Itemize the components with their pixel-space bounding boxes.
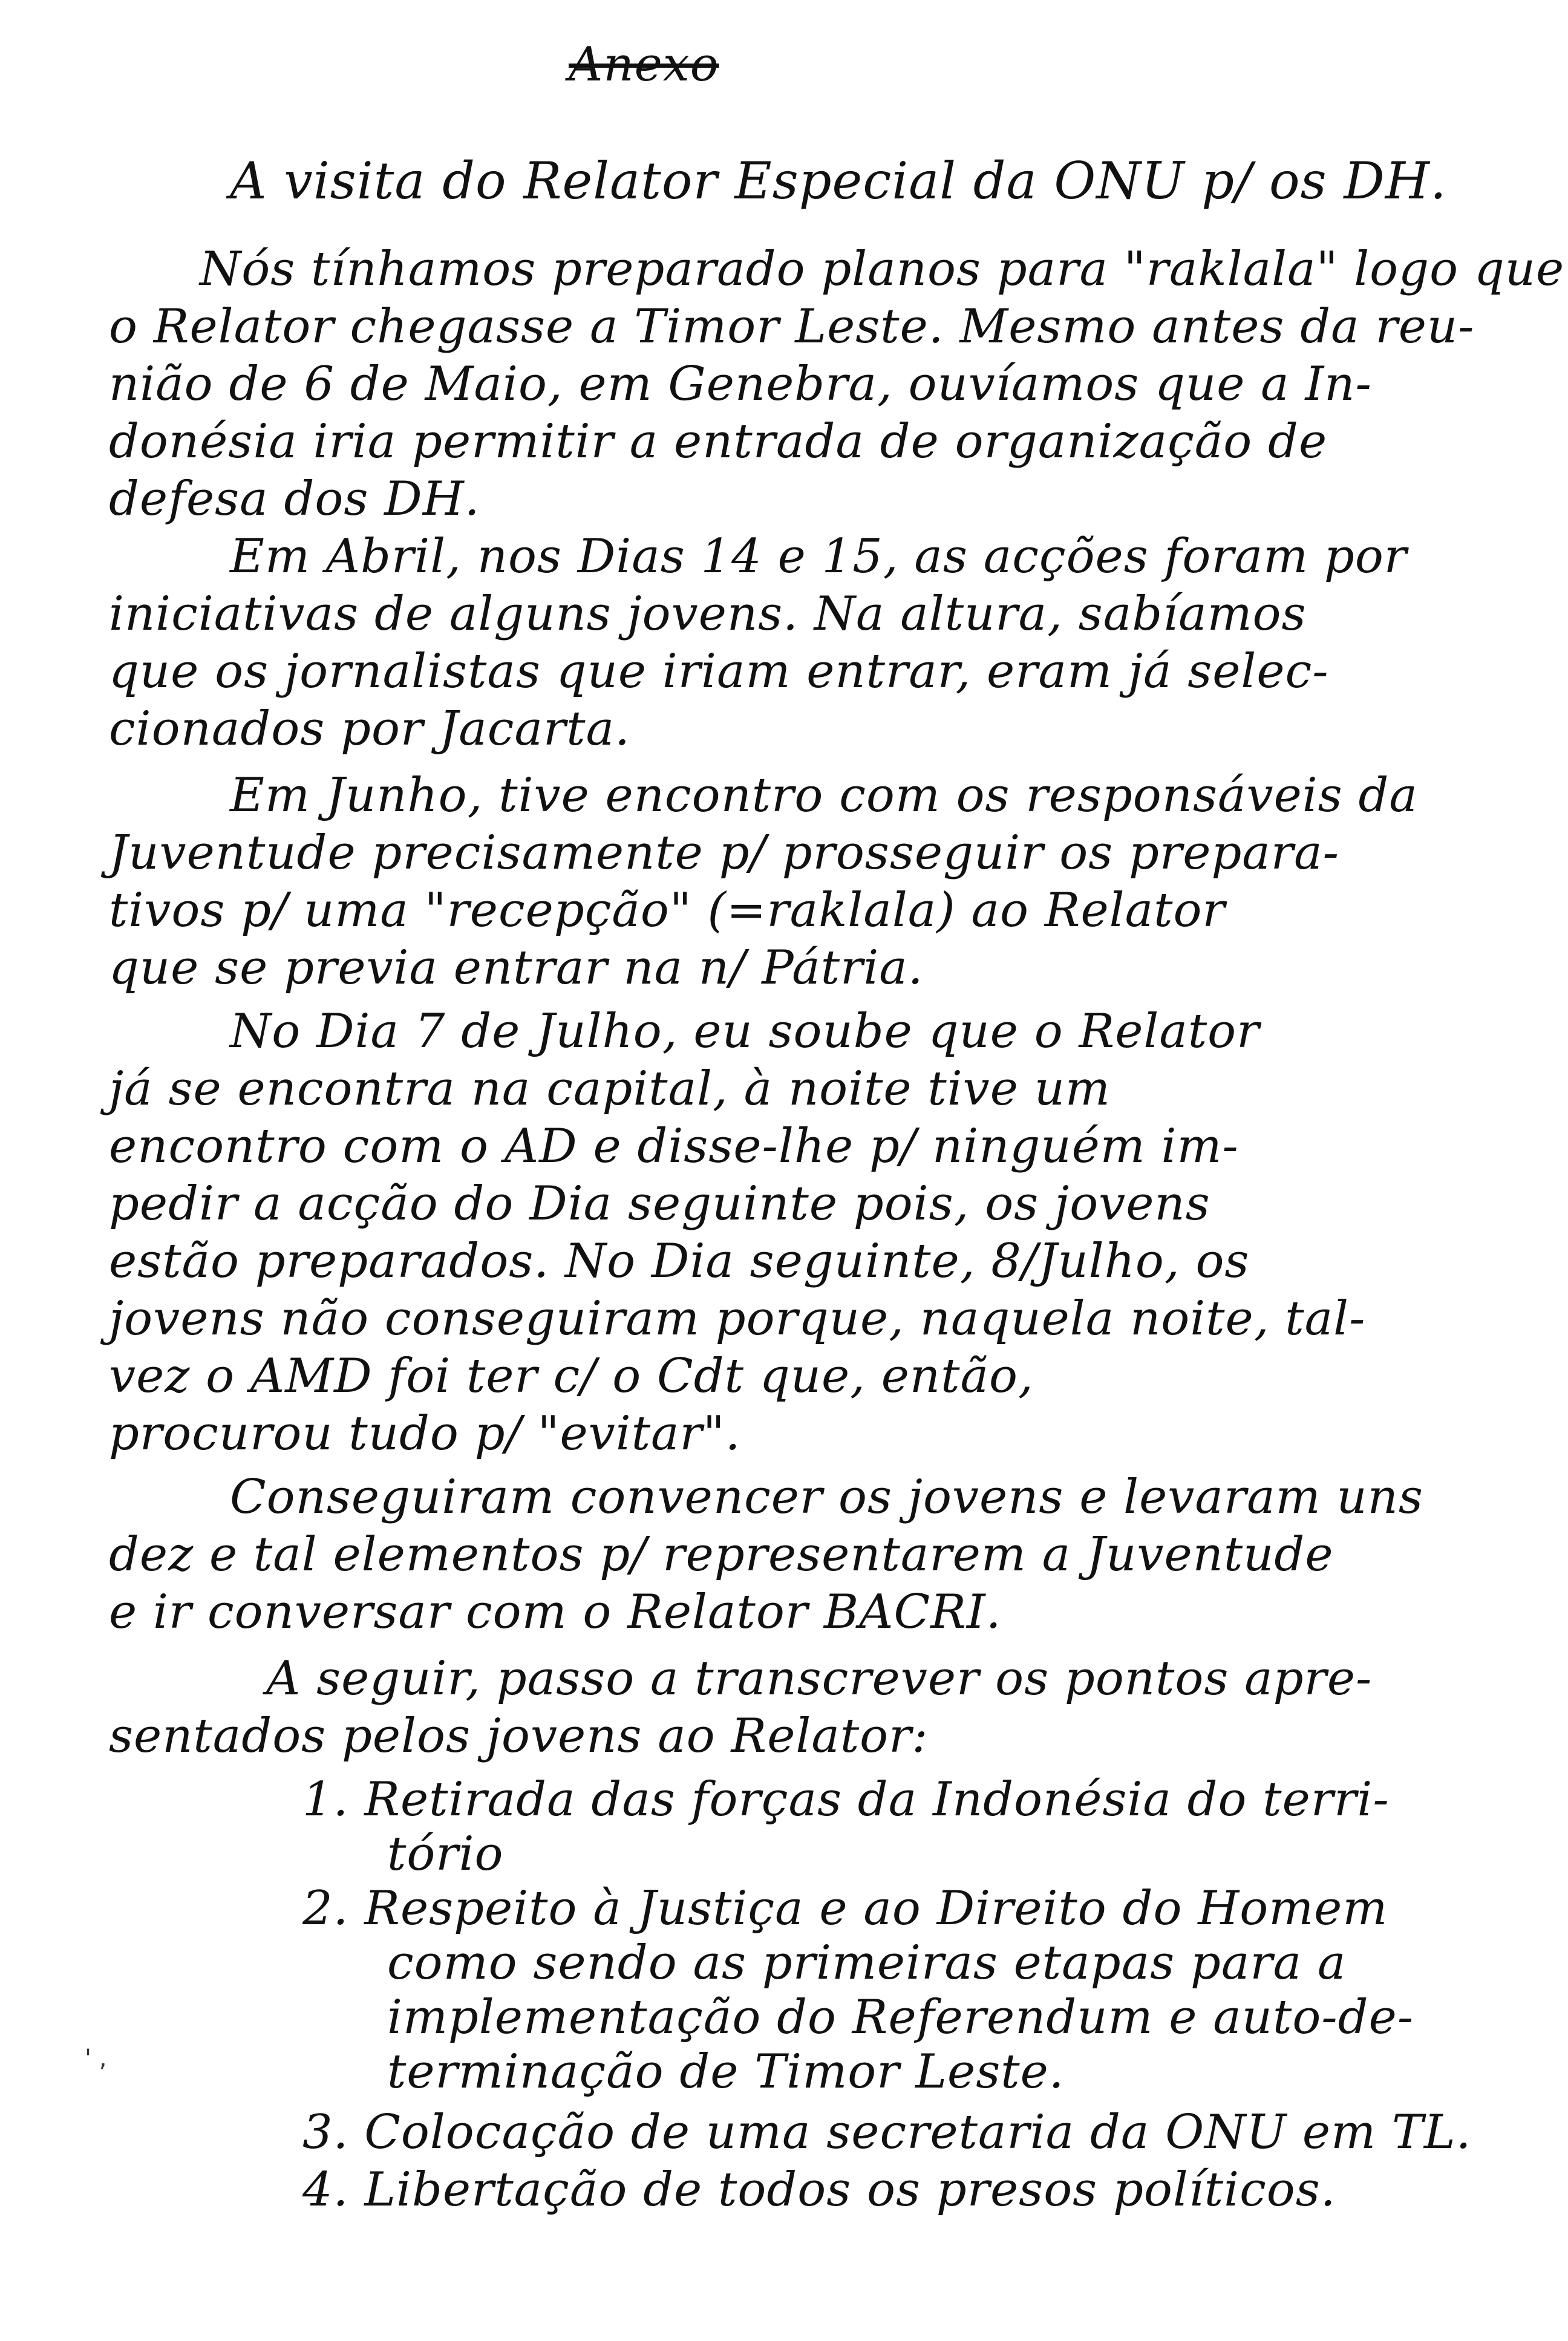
- text-line: Em Junho, tive encontro com os responsáveis da: [230, 768, 1418, 823]
- text-line: sentados pelos jovens ao Relator:: [109, 1709, 929, 1763]
- document-title: A visita do Relator Especial da ONU p/ os DH.: [230, 151, 1447, 211]
- list-item: como sendo as primeiras etapas para a: [387, 1936, 1347, 1990]
- text-line: Em Abril, nos Dias 14 e 15, as acções foram por: [230, 529, 1408, 584]
- text-line: iniciativas de alguns jovens. Na altura, sabíamos: [109, 587, 1307, 641]
- list-item: 1. Retirada das forças da Indonésia do terri-: [302, 1772, 1390, 1827]
- list-item: 3. Colocação de uma secretaria da ONU em TL.: [302, 2105, 1472, 2160]
- annex-heading: Anexo: [569, 38, 719, 92]
- text-line: procurou tudo p/ "evitar".: [109, 1406, 741, 1461]
- text-line: jovens não conseguiram porque, naquela noite, tal-: [109, 1291, 1366, 1346]
- text-line: donésia iria permitir a entrada de organização de: [109, 414, 1328, 469]
- text-line: nião de 6 de Maio, em Genebra, ouvíamos que a In-: [109, 357, 1372, 411]
- text-line: Nós tínhamos preparado planos para "raklala" logo que: [200, 242, 1565, 296]
- text-line: No Dia 7 de Julho, eu soube que o Relator: [230, 1004, 1260, 1059]
- list-item: terminação de Timor Leste.: [387, 2045, 1065, 2099]
- text-line: A seguir, passo a transcrever os pontos apre-: [266, 1651, 1373, 1706]
- text-line: que se previa entrar na n/ Pátria.: [109, 941, 924, 995]
- text-line: pedir a acção do Dia seguinte pois, os jovens: [109, 1177, 1210, 1231]
- list-item: implementação do Referendum e auto-de-: [387, 1990, 1414, 2045]
- text-line: Juventude precisamente p/ prosseguir os prepara-: [109, 826, 1339, 880]
- text-line: já se encontra na capital, à noite tive um: [109, 1062, 1111, 1116]
- text-line: tivos p/ uma "recepção" (=raklala) ao Relator: [109, 883, 1226, 938]
- list-item: tório: [387, 1827, 504, 1881]
- text-line: o Relator chegasse a Timor Leste. Mesmo antes da reu-: [109, 299, 1475, 354]
- text-line: Conseguiram convencer os jovens e levaram uns: [230, 1470, 1423, 1524]
- margin-marks: ' ,: [85, 2045, 107, 2072]
- text-line: vez o AMD foi ter c/ o Cdt que, então,: [109, 1349, 1034, 1403]
- text-line: cionados por Jacarta.: [109, 702, 630, 756]
- text-line: encontro com o AD e disse-lhe p/ ninguém im-: [109, 1119, 1239, 1174]
- text-line: que os jornalistas que iriam entrar, eram já selec-: [109, 644, 1329, 699]
- list-item: 4. Libertação de todos os presos políticos.: [302, 2163, 1336, 2217]
- text-line: estão preparados. No Dia seguinte, 8/Julho, os: [109, 1234, 1250, 1288]
- text-line: dez e tal elementos p/ representarem a Juventude: [109, 1527, 1334, 1582]
- text-line: e ir conversar com o Relator BACRI.: [109, 1585, 1002, 1639]
- text-line: defesa dos DH.: [109, 472, 480, 526]
- list-item: 2. Respeito à Justiça e ao Direito do Homem: [302, 1881, 1388, 1936]
